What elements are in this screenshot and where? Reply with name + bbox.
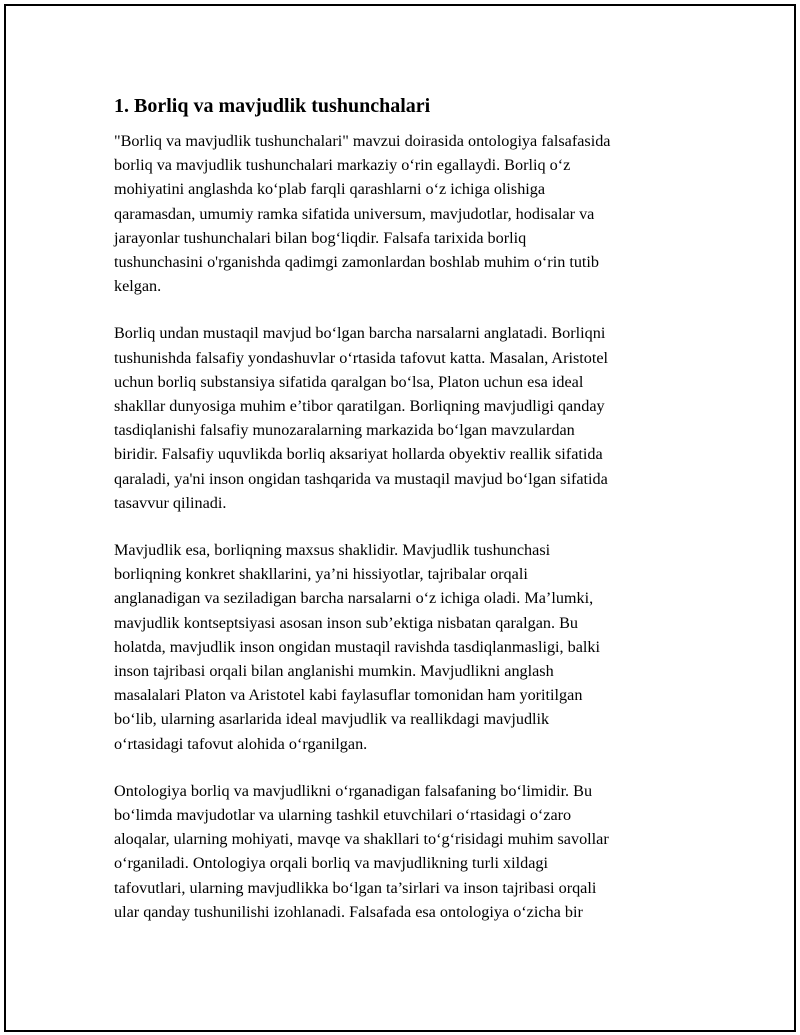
text-line: kelgan.: [114, 277, 162, 296]
text-line: borliqning konkret shakllarini, ya’ni hissiyotlar, tajribalar orqali: [114, 565, 528, 584]
text-line: "Borliq va mavjudlik tushunchalari" mavzui doirasida ontologiya falsafasida: [114, 132, 611, 150]
text-line: o‘rganiladi. Ontologiya orqali borliq va mavjudlikning turli xildagi: [114, 854, 548, 873]
text-line: inson tajribasi orqali bilan anglanishi mumkin. Mavjudlikni anglash: [114, 662, 554, 681]
paragraph-4: [114, 779, 694, 924]
text-line: qaramasdan, umumiy ramka sifatida universum, mavjudotlar, hodisalar va: [114, 204, 595, 223]
paragraph-3: [114, 538, 694, 756]
text-line: Mavjudlik esa, borliqning maxsus shaklidir. Mavjudlik tushunchasi: [114, 541, 551, 560]
text-line: uchun borliq substansiya sifatida qaralgan bo‘lsa, Platon uchun esa ideal: [114, 372, 584, 391]
text-line: biridir. Falsafiy uquvlikda borliq aksariyat hollarda obyektiv reallik sifatida: [114, 445, 603, 464]
text-line: tushunishda falsafiy yondashuvlar o‘rtasida tafovut katta. Masalan, Aristotel: [114, 348, 609, 367]
paragraph-2: [114, 321, 694, 515]
text-line: shakllar dunyosiga muhim e’tibor qaratilgan. Borliqning mavjudligi qanday: [114, 397, 605, 416]
paragraph-1: [114, 129, 694, 298]
document-body: [114, 92, 694, 947]
text-line: qaraladi, ya'ni inson ongidan tashqarida va mustaqil mavjud bo‘lgan sifatida: [114, 469, 608, 488]
text-line: aloqalar, ularning mohiyati, mavqe va shakllari to‘g‘risidagi muhim savollar: [114, 830, 609, 849]
text-line: bo‘lib, ularning asarlarida ideal mavjudlik va reallikdagi mavjudlik: [114, 710, 550, 729]
text-line: Borliq undan mustaqil mavjud bo‘lgan barcha narsalarni anglatadi. Borliqni: [114, 324, 606, 343]
text-line: o‘rtasidagi tafovut alohida o‘rganilgan.: [114, 734, 368, 753]
text-line: ular qanday tushunilishi izohlanadi. Falsafada esa ontologiya o‘zicha bir: [114, 902, 583, 921]
text-line: tasdiqlanishi falsafiy munozaralarning markazida bo‘lgan mavzulardan: [114, 421, 575, 440]
text-line: jarayonlar tushunchalari bilan bog‘liqdir. Falsafa tarixida borliq: [114, 228, 527, 247]
text-line: Ontologiya borliq va mavjudlikni o‘rganadigan falsafaning bo‘limidir. Bu: [114, 781, 593, 800]
text-line: bo‘limda mavjudotlar va ularning tashkil etuvchilari o‘rtasidagi o‘zaro: [114, 806, 572, 825]
text-line: mohiyatini anglashda ko‘plab farqli qarashlarni o‘z ichiga olishiga: [114, 180, 546, 199]
text-line: mavjudlik kontseptsiyasi asosan inson sub’ektiga nisbatan qaralgan. Bu: [114, 613, 578, 632]
section-heading: 1. Borliq va mavjudlik tushunchalari: [114, 95, 431, 117]
text-line: tafovutlari, ularning mavjudlikka bo‘lgan ta’sirlari va inson tajribasi orqali: [114, 878, 597, 897]
text-line: tushunchasini o'rganishda qadimgi zamonlardan boshlab muhim o‘rin tutib: [114, 253, 600, 272]
text-line: holatda, mavjudlik inson ongidan mustaqil ravishda tasdiqlanmasligi, balki: [114, 637, 601, 656]
text-line: borliq va mavjudlik tushunchalari markaziy o‘rin egallaydi. Borliq o‘z: [114, 156, 571, 175]
text-line: anglanadigan va seziladigan barcha narsalarni o‘z ichiga oladi. Ma’lumki,: [114, 589, 594, 608]
text-line: tasavvur qilinadi.: [114, 493, 227, 512]
text-line: masalalari Platon va Aristotel kabi faylasuflar tomonidan ham yoritilgan: [114, 686, 583, 705]
